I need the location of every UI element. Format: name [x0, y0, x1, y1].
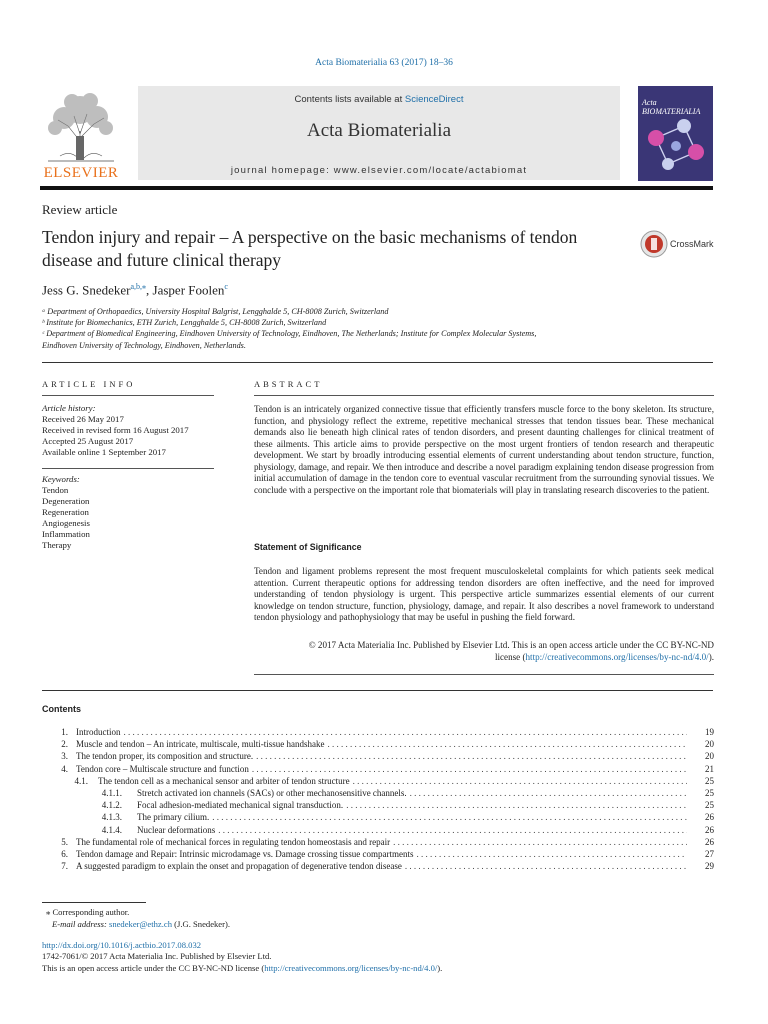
significance-heading: Statement of Significance: [254, 542, 362, 552]
article-title: Tendon injury and repair – A perspective on the basic mechanisms of tendon disease and future clinical therapy: [42, 227, 578, 270]
elsevier-wordmark: ELSEVIER: [43, 165, 119, 181]
toc-number: 6.: [61, 848, 68, 859]
keywords-list: [42, 474, 214, 551]
author-name[interactable]: Jess G. Snedeker: [42, 282, 131, 298]
divider: [42, 395, 214, 396]
toc-page-number[interactable]: 21: [705, 763, 714, 774]
journal-homepage[interactable]: journal homepage: www.elsevier.com/locate/actabiomat: [230, 165, 528, 176]
abstract-heading: ABSTRACT: [254, 379, 323, 389]
toc-number: 4.1.2.: [101, 800, 122, 811]
toc-page-number[interactable]: 25: [705, 775, 714, 786]
toc-label[interactable]: The primary cilium.: [137, 812, 210, 823]
toc-entry[interactable]: [42, 812, 714, 824]
toc-leader-dots: [393, 837, 687, 847]
doi-link[interactable]: http://dx.doi.org/10.1016/j.actbio.2017.08.032: [42, 940, 202, 950]
toc-page-number[interactable]: 29: [705, 861, 714, 872]
toc-page-number[interactable]: 26: [705, 836, 714, 847]
toc-label[interactable]: The fundamental role of mechanical forces in regulating tendon homeostasis and repair: [76, 836, 391, 847]
crossmark-badge[interactable]: [640, 230, 720, 260]
history-label: Article history:: [42, 403, 96, 413]
divider: [254, 395, 714, 396]
toc-entry[interactable]: [42, 825, 714, 837]
license-link[interactable]: http://creativecommons.org/licenses/by-nc-nd/4.0/: [264, 962, 438, 973]
history-item: Accepted 25 August 2017: [42, 436, 134, 446]
toc-number: 5.: [61, 836, 68, 847]
toc-leader-dots: [346, 800, 687, 810]
author-affiliation-marks[interactable]: a,b,⁎: [130, 282, 147, 291]
toc-number: 3.: [61, 751, 68, 762]
footnote-rule: [42, 902, 146, 903]
toc-leader-dots: [410, 788, 687, 798]
toc-label[interactable]: Introduction: [76, 727, 121, 737]
author-affiliation-marks[interactable]: c: [224, 282, 228, 291]
toc-label[interactable]: A suggested paradigm to explain the onset and propagation of degenerative tendon disease: [76, 861, 402, 872]
toc-entry[interactable]: [42, 739, 714, 751]
corresponding-author-note: ⁎ Corresponding author.: [46, 907, 130, 917]
contents-available-line: Contents lists available at ScienceDirect: [294, 94, 464, 105]
keyword[interactable]: Therapy: [42, 540, 72, 550]
keyword[interactable]: Regeneration: [42, 507, 89, 517]
elsevier-logo[interactable]: [40, 86, 122, 181]
divider: [42, 468, 214, 469]
toc-entry[interactable]: [42, 788, 714, 800]
toc-entry[interactable]: [42, 751, 714, 763]
toc-label[interactable]: Tendon damage and Repair: Intrinsic microdamage vs. Damage crossing tissue compartments: [76, 848, 414, 859]
divider: [42, 690, 713, 691]
copyright-notice: © 2017 Acta Materialia Inc. Published by Elsevier Ltd. This is an open access article under the CC BY-NC-ND license (http://creativecommons.org/licenses/by-nc-nd/4.0/).: [308, 640, 714, 662]
author-name[interactable]: Jasper Foolen: [152, 282, 225, 298]
keywords-label: Keywords:: [42, 474, 80, 484]
toc-number: 1.: [61, 727, 68, 737]
journal-reference[interactable]: Acta Biomaterialia 63 (2017) 18–36: [315, 58, 453, 68]
journal-name: Acta Biomaterialia: [306, 120, 452, 141]
toc-number: 4.1.4.: [101, 824, 122, 835]
toc-page-number[interactable]: 27: [705, 848, 714, 859]
license-line: This is an open access article under the CC BY-NC-ND license (http://creativecommons.org/licenses/by-nc-nd/4.0/).: [42, 962, 443, 973]
affiliation-line: ᵃ Department of Orthopaedics, University Hospital Balgrist, Lengghalde 5, CH-8008 Zurich, Switzerland: [42, 307, 389, 316]
divider: [42, 362, 713, 363]
sciencedirect-link[interactable]: ScienceDirect: [404, 94, 464, 105]
crossmark-icon: [640, 230, 668, 258]
cover-title: Acta BIOMATERIALIA: [642, 98, 701, 116]
toc-entry[interactable]: [42, 837, 714, 849]
affiliation-line: Eindhoven University of Technology, Eindhoven, Netherlands.: [42, 340, 246, 350]
journal-cover-image[interactable]: [638, 86, 713, 181]
history-item: Received in revised form 16 August 2017: [42, 425, 189, 435]
article-info-heading: ARTICLE INFO: [42, 379, 136, 389]
toc-label[interactable]: Stretch activated ion channels (SACs) or other mechanosensitive channels.: [137, 787, 407, 798]
license-link[interactable]: http://creativecommons.org/licenses/by-nc-nd/4.0/: [525, 651, 709, 662]
toc-label[interactable]: Tendon core – Multiscale structure and function: [76, 763, 249, 774]
toc-leader-dots: [124, 727, 688, 737]
keyword[interactable]: Inflammation: [42, 529, 90, 539]
header-rule: [40, 186, 713, 190]
footnotes: [42, 907, 702, 930]
affiliation-line: ᶜ Department of Biomedical Engineering, Eindhoven University of Technology, Eindhoven, The Netherlands; Institute for Complex Molecular Systems,: [42, 329, 537, 339]
keyword[interactable]: Tendon: [42, 485, 69, 495]
footer-info: [42, 940, 702, 974]
email-link[interactable]: snedeker@ethz.ch: [108, 918, 172, 929]
article-type: Review article: [42, 202, 118, 217]
affiliation-line: ᵇ Institute for Biomechanics, ETH Zurich, Lengghalde 5, CH-8008 Zurich, Switzerland: [42, 318, 327, 328]
toc-leader-dots: [252, 764, 687, 774]
toc-label[interactable]: The tendon cell as a mechanical sensor and arbiter of tendon structure: [98, 775, 350, 786]
history-item: Available online 1 September 2017: [42, 447, 166, 457]
toc-page-number[interactable]: 20: [705, 739, 714, 750]
toc-entry[interactable]: [42, 849, 714, 861]
toc-leader-dots: [218, 825, 687, 835]
toc-page-number[interactable]: 20: [705, 751, 714, 762]
email-note: E-mail address: snedeker@ethz.ch (J.G. Snedeker).: [52, 918, 230, 929]
toc-label[interactable]: Focal adhesion-mediated mechanical signal transduction.: [137, 800, 344, 811]
toc-page-number[interactable]: 25: [705, 787, 714, 798]
keyword[interactable]: Degeneration: [42, 496, 90, 506]
toc-leader-dots: [353, 776, 687, 786]
author-list: Jess G. Snedeker$^{a,b,⁎}$, Jasper Foolen$^c$: [42, 282, 228, 298]
toc-number: 4.1.: [74, 775, 88, 786]
toc-label[interactable]: Muscle and tendon – An intricate, multiscale, multi-tissue handshake: [76, 739, 325, 750]
toc-number: 4.: [61, 763, 68, 774]
toc-entry[interactable]: [42, 727, 714, 739]
keyword[interactable]: Angiogenesis: [42, 518, 90, 528]
toc-entry[interactable]: [42, 861, 714, 873]
toc-page-number[interactable]: 25: [705, 800, 714, 811]
toc-leader-dots: [327, 739, 687, 749]
divider: [254, 674, 714, 675]
contents-heading: Contents: [42, 704, 81, 714]
toc-entry[interactable]: [42, 764, 714, 776]
issn-line: 1742-7061/© 2017 Acta Materialia Inc. Published by Elsevier Ltd.: [42, 951, 272, 962]
toc-page-number[interactable]: 26: [705, 824, 714, 835]
article-history: [42, 403, 214, 458]
toc-leader-dots: [405, 861, 687, 871]
toc-leader-dots: [417, 849, 687, 859]
toc-page-number[interactable]: 26: [705, 812, 714, 823]
toc-leader-dots: [256, 751, 687, 761]
toc-label[interactable]: Nuclear deformations: [137, 824, 216, 835]
crossmark-label: CrossMark: [670, 239, 714, 249]
affiliations: [42, 306, 682, 351]
history-item: Received 26 May 2017: [42, 414, 124, 424]
toc-label[interactable]: The tendon proper, its composition and structure.: [76, 751, 254, 762]
toc-number: 4.1.3.: [101, 812, 122, 823]
toc-number: 7.: [61, 861, 68, 872]
toc-entry[interactable]: [42, 776, 714, 788]
toc-entry[interactable]: [42, 800, 714, 812]
toc-page-number[interactable]: 19: [705, 727, 714, 737]
toc-leader-dots: [212, 812, 687, 822]
toc-number: 4.1.1.: [101, 787, 122, 798]
significance-text: Tendon and ligament problems represent the most frequent musculoskeletal complaints for which patients seek medical attention. Current therapeutic options for addressing tendon disorders are often ineffective, and the need for improved understanding of tendon physiology is urgent. This perspective article summarizes essential elements of our current knowledge on tendon structure, function, physiology, damage, and repair. It also describes a novel framework to understand tendon physiology and pathophysiology that may be useful in pushing the field forward.: [254, 566, 714, 622]
abstract-text: Tendon is an intricately organized connective tissue that efficiently transfers muscle force to the bony skeleton. Its structure, function, and physiology reflect the extreme, repetitive mechanical stresses that tendon tissues bear. These mechanical demands also lie beneath high clinical rates of tendon disorders, and present daunting challenges for clinical treatment of these ailments. This article aims to provide perspective on the most urgent frontiers of tendon research and therapeutic development. We start by broadly introducing essential elements of current understanding about tendon structure, function, physiology, damage, and repair. We then introduce and describe a novel paradigm explaining tendon disease progression from initial accumulation of damage in the tendon core to eventual vascular recruitment from the surrounding synovial tissues. We conclude with a perspective on the important role that biomaterials will play in translating research discoveries to the patient.: [254, 404, 714, 495]
toc-number: 2.: [61, 739, 68, 750]
table-of-contents: [42, 727, 714, 873]
